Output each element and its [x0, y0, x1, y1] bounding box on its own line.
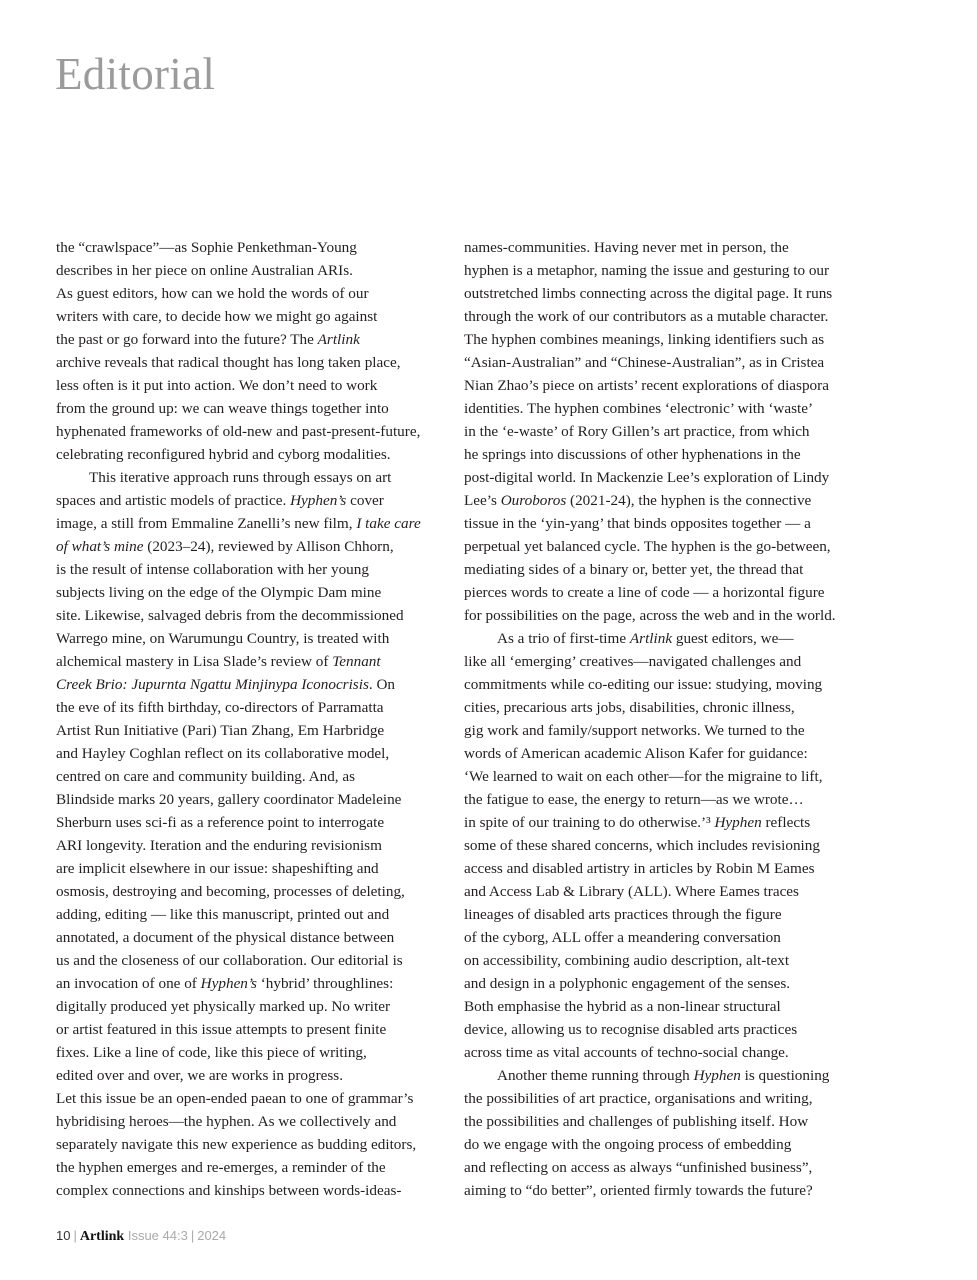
text-line: [464, 1133, 836, 1156]
text-segment: perpetual yet balanced cycle. The hyphen is the go-between,: [464, 538, 831, 555]
text-segment: the possibilities and challenges of publishing itself. How: [464, 1113, 809, 1130]
text-line: [56, 696, 421, 719]
text-segment: hyphen is a metaphor, naming the issue and gesturing to our: [464, 262, 830, 279]
text-line: [464, 949, 836, 972]
text-segment: is questioning: [740, 1067, 830, 1084]
text-line: [56, 880, 421, 903]
text-line: [56, 328, 421, 351]
text-segment: the hyphen emerges and re-emerges, a reminder of the: [56, 1159, 386, 1176]
text-segment: mediating sides of a binary or, better yet, the thread that: [464, 561, 804, 578]
text-line: [56, 443, 421, 466]
publication-name: Artlink: [79, 1229, 125, 1244]
text-line: [56, 259, 421, 282]
text-line: [464, 673, 836, 696]
text-segment: through the work of our contributors as a mutable character.: [464, 308, 829, 325]
text-segment: alchemical mastery in Lisa Slade’s review of: [56, 653, 333, 670]
text-line: [56, 512, 421, 535]
text-line: [56, 397, 421, 420]
text-line: [464, 420, 836, 443]
italic-title-text: Ouroboros: [500, 492, 567, 509]
text-segment: hybridising heroes—the hyphen. As we collectively and: [56, 1113, 397, 1130]
text-segment: ARI longevity. Iteration and the enduring revisionism: [56, 837, 382, 854]
text-line: [56, 857, 421, 880]
text-line: [56, 1018, 421, 1041]
text-line: [56, 995, 421, 1018]
footer-separator: |: [73, 1228, 77, 1243]
text-line: [464, 259, 836, 282]
italic-title-text: Tennant: [332, 653, 381, 670]
text-segment: digitally produced yet physically marked up. No writer: [56, 998, 391, 1015]
text-segment: Artist Run Initiative (Pari) Tian Zhang, Em Harbridge: [56, 722, 385, 739]
text-line: [56, 489, 421, 512]
text-line: [464, 1018, 836, 1041]
text-line: [56, 650, 421, 673]
text-line: [56, 1110, 421, 1133]
text-line: [464, 374, 836, 397]
text-segment: are implicit elsewhere in our issue: shapeshifting and: [56, 860, 379, 877]
text-line: [464, 880, 836, 903]
text-line: [464, 995, 836, 1018]
text-line: [464, 305, 836, 328]
text-segment: osmosis, destroying and becoming, processes of deleting,: [56, 883, 405, 900]
text-segment: Let this issue be an open-ended paean to one of grammar’s: [56, 1090, 414, 1107]
italic-title-text: Creek Brio: Jupurnta Ngattu Minjinypa Iconocrisis: [56, 676, 369, 693]
text-line: [464, 1064, 836, 1087]
page-footer: [56, 1228, 226, 1245]
text-segment: . On: [368, 676, 396, 693]
text-line: [56, 374, 421, 397]
italic-title-text: Hyphen’s: [290, 492, 347, 509]
text-segment: (2023–24), reviewed by Allison Chhorn,: [143, 538, 394, 555]
text-line: [56, 949, 421, 972]
text-line: [56, 558, 421, 581]
text-segment: The hyphen combines meanings, linking identifiers such as: [464, 331, 825, 348]
text-segment: gig work and family/support networks. We turned to the: [464, 722, 805, 739]
text-line: [464, 903, 836, 926]
page-title: Editorial: [55, 49, 216, 99]
text-line: [464, 811, 836, 834]
text-line: [56, 903, 421, 926]
text-segment: is the result of intense collaboration with her young: [56, 561, 369, 578]
text-line: [56, 581, 421, 604]
text-line: [464, 236, 836, 259]
text-segment: post-digital world. In Mackenzie Lee’s exploration of Lindy: [464, 469, 830, 486]
text-line: [56, 627, 421, 650]
text-segment: names-communities. Having never met in person, the: [464, 239, 789, 256]
text-segment: This iterative approach runs through essays on art: [89, 469, 392, 486]
text-line: [56, 1133, 421, 1156]
footer-separator: |: [190, 1228, 195, 1243]
text-line: [464, 742, 836, 765]
text-line: [56, 282, 421, 305]
text-line: [464, 627, 836, 650]
text-line: [56, 765, 421, 788]
text-line: [56, 1087, 421, 1110]
text-segment: of the cyborg, ALL offer a meandering conversation: [464, 929, 781, 946]
text-segment: the past or go forward into the future? The: [56, 331, 318, 348]
italic-title-text: Hyphen: [693, 1067, 741, 1084]
text-line: [56, 420, 421, 443]
text-line: [464, 328, 836, 351]
text-segment: identities. The hyphen combines ‘electronic’ with ‘waste’: [464, 400, 814, 417]
text-segment: lineages of disabled arts practices through the figure: [464, 906, 782, 923]
text-segment: centred on care and community building. And, as: [56, 768, 356, 785]
text-line: [56, 535, 421, 558]
text-line: [464, 512, 836, 535]
italic-title-text: Artlink: [317, 331, 360, 348]
text-segment: the “crawlspace”—as Sophie Penkethman-Young: [56, 239, 357, 256]
text-line: [464, 788, 836, 811]
text-line: [464, 1110, 836, 1133]
text-line: [56, 742, 421, 765]
text-segment: Lee’s: [464, 492, 501, 509]
text-segment: pierces words to create a line of code — a horizontal figure: [464, 584, 825, 601]
text-line: [56, 834, 421, 857]
text-segment: less often is it put into action. We don’t need to work: [56, 377, 378, 394]
text-segment: from the ground up: we can weave things together into: [56, 400, 389, 417]
text-segment: “Asian-Australian” and “Chinese-Australian”, as in Cristea: [464, 354, 825, 371]
body-column-left: [56, 236, 421, 1202]
text-line: [56, 351, 421, 374]
text-segment: As a trio of first-time: [497, 630, 630, 647]
text-line: [464, 1156, 836, 1179]
text-segment: complex connections and kinships between words-ideas-: [56, 1182, 402, 1199]
italic-title-text: of what’s mine: [56, 538, 144, 555]
text-line: [56, 972, 421, 995]
text-segment: words of American academic Alison Kafer for guidance:: [464, 745, 808, 762]
text-segment: separately navigate this new experience as budding editors,: [56, 1136, 417, 1153]
italic-title-text: I take care: [356, 515, 421, 532]
page-number: 10: [56, 1228, 71, 1243]
text-segment: some of these shared concerns, which includes revisioning: [464, 837, 820, 854]
text-segment: for possibilities on the page, across the web and in the world.: [464, 607, 836, 624]
text-segment: Sherburn uses sci-fi as a reference point to interrogate: [56, 814, 385, 831]
text-segment: adding, editing — like this manuscript, printed out and: [56, 906, 390, 923]
text-segment: and Access Lab & Library (ALL). Where Eames traces: [464, 883, 799, 900]
text-segment: he springs into discussions of other hyphenations in the: [464, 446, 801, 463]
text-segment: the possibilities of art practice, organisations and writing,: [464, 1090, 813, 1107]
text-segment: site. Likewise, salvaged debris from the decommissioned: [56, 607, 404, 624]
text-segment: ‘We learned to wait on each other—for the migraine to lift,: [464, 768, 823, 785]
text-segment: subjects living on the edge of the Olympic Dam mine: [56, 584, 382, 601]
text-line: [464, 466, 836, 489]
text-segment: As guest editors, how can we hold the words of our: [56, 285, 369, 302]
text-segment: describes in her piece on online Australian ARIs.: [56, 262, 353, 279]
italic-title-text: Artlink: [629, 630, 673, 647]
body-column-right: [464, 236, 836, 1202]
text-segment: an invocation of one of: [56, 975, 201, 992]
text-segment: tissue in the ‘yin-yang’ that binds opposites together — a: [464, 515, 811, 532]
text-line: [56, 1156, 421, 1179]
text-segment: in the ‘e-waste’ of Rory Gillen’s art practice, from which: [464, 423, 810, 440]
issue-label: Issue 44:3: [127, 1228, 188, 1243]
text-segment: in spite of our training to do otherwise.’³: [464, 814, 715, 831]
issue-year: 2024: [197, 1228, 227, 1243]
text-segment: Blindside marks 20 years, gallery coordinator Madeleine: [56, 791, 402, 808]
text-line: [464, 696, 836, 719]
text-line: [464, 1041, 836, 1064]
text-line: [464, 282, 836, 305]
text-segment: annotated, a document of the physical distance between: [56, 929, 395, 946]
text-segment: the fatigue to ease, the energy to return—as we wrote…: [464, 791, 804, 808]
text-line: [56, 236, 421, 259]
text-line: [464, 926, 836, 949]
text-line: [56, 719, 421, 742]
text-segment: or artist featured in this issue attempts to present finite: [56, 1021, 387, 1038]
text-segment: and Hayley Coghlan reflect on its collaborative model,: [56, 745, 390, 762]
text-segment: commitments while co-editing our issue: studying, moving: [464, 676, 823, 693]
text-segment: cities, precarious arts jobs, disabilities, chronic illness,: [464, 699, 795, 716]
text-line: [464, 535, 836, 558]
text-line: [464, 834, 836, 857]
text-line: [464, 558, 836, 581]
text-segment: fixes. Like a line of code, like this piece of writing,: [56, 1044, 367, 1061]
text-segment: Warrego mine, on Warumungu Country, is treated with: [56, 630, 390, 647]
text-line: [56, 811, 421, 834]
text-segment: archive reveals that radical thought has long taken place,: [56, 354, 401, 371]
text-line: [464, 765, 836, 788]
text-segment: spaces and artistic models of practice.: [56, 492, 291, 509]
text-line: [56, 1041, 421, 1064]
text-segment: ‘hybrid’ throughlines:: [256, 975, 394, 992]
text-line: [464, 1087, 836, 1110]
text-line: [464, 351, 836, 374]
text-segment: across time as vital accounts of techno-social change.: [464, 1044, 789, 1061]
text-segment: reflects: [761, 814, 811, 831]
text-line: [464, 489, 836, 512]
text-segment: image, a still from Emmaline Zanelli’s new film,: [56, 515, 357, 532]
text-segment: celebrating reconfigured hybrid and cyborg modalities.: [56, 446, 391, 463]
text-line: [56, 1064, 421, 1087]
text-segment: Nian Zhao’s piece on artists’ recent explorations of diaspora: [464, 377, 829, 394]
text-segment: access and disabled artistry in articles by Robin M Eames: [464, 860, 815, 877]
text-line: [464, 581, 836, 604]
text-segment: guest editors, we—: [672, 630, 794, 647]
text-segment: the eve of its fifth birthday, co-directors of Parramatta: [56, 699, 384, 716]
text-segment: Both emphasise the hybrid as a non-linear structural: [464, 998, 781, 1015]
italic-title-text: Hyphen: [714, 814, 762, 831]
text-line: [56, 673, 421, 696]
text-line: [464, 397, 836, 420]
text-line: [56, 926, 421, 949]
text-segment: like all ‘emerging’ creatives—navigated challenges and: [464, 653, 802, 670]
text-line: [56, 466, 421, 489]
text-segment: edited over and over, we are works in progress.: [56, 1067, 344, 1084]
text-segment: writers with care, to decide how we might go against: [56, 308, 378, 325]
text-segment: Another theme running through: [497, 1067, 694, 1084]
text-segment: on accessibility, combining audio description, alt-text: [464, 952, 790, 969]
text-segment: aiming to “do better”, oriented firmly towards the future?: [464, 1182, 813, 1199]
text-line: [464, 857, 836, 880]
text-line: [464, 972, 836, 995]
text-segment: cover: [346, 492, 384, 509]
text-line: [56, 604, 421, 627]
text-line: [464, 650, 836, 673]
text-line: [56, 1179, 421, 1202]
text-line: [464, 604, 836, 627]
text-segment: device, allowing us to recognise disabled arts practices: [464, 1021, 798, 1038]
text-line: [56, 788, 421, 811]
text-segment: do we engage with the ongoing process of embedding: [464, 1136, 792, 1153]
text-segment: us and the closeness of our collaboration. Our editorial is: [56, 952, 403, 969]
text-line: [464, 719, 836, 742]
text-segment: and design in a polyphonic engagement of the senses.: [464, 975, 791, 992]
text-segment: (2021-24), the hyphen is the connective: [566, 492, 812, 509]
text-line: [56, 305, 421, 328]
text-segment: outstretched limbs connecting across the digital page. It runs: [464, 285, 833, 302]
text-line: [464, 443, 836, 466]
text-segment: and reflecting on access as always “unfinished business”,: [464, 1159, 813, 1176]
italic-title-text: Hyphen’s: [200, 975, 257, 992]
text-line: [464, 1179, 836, 1202]
text-segment: hyphenated frameworks of old-new and past-present-future,: [56, 423, 421, 440]
